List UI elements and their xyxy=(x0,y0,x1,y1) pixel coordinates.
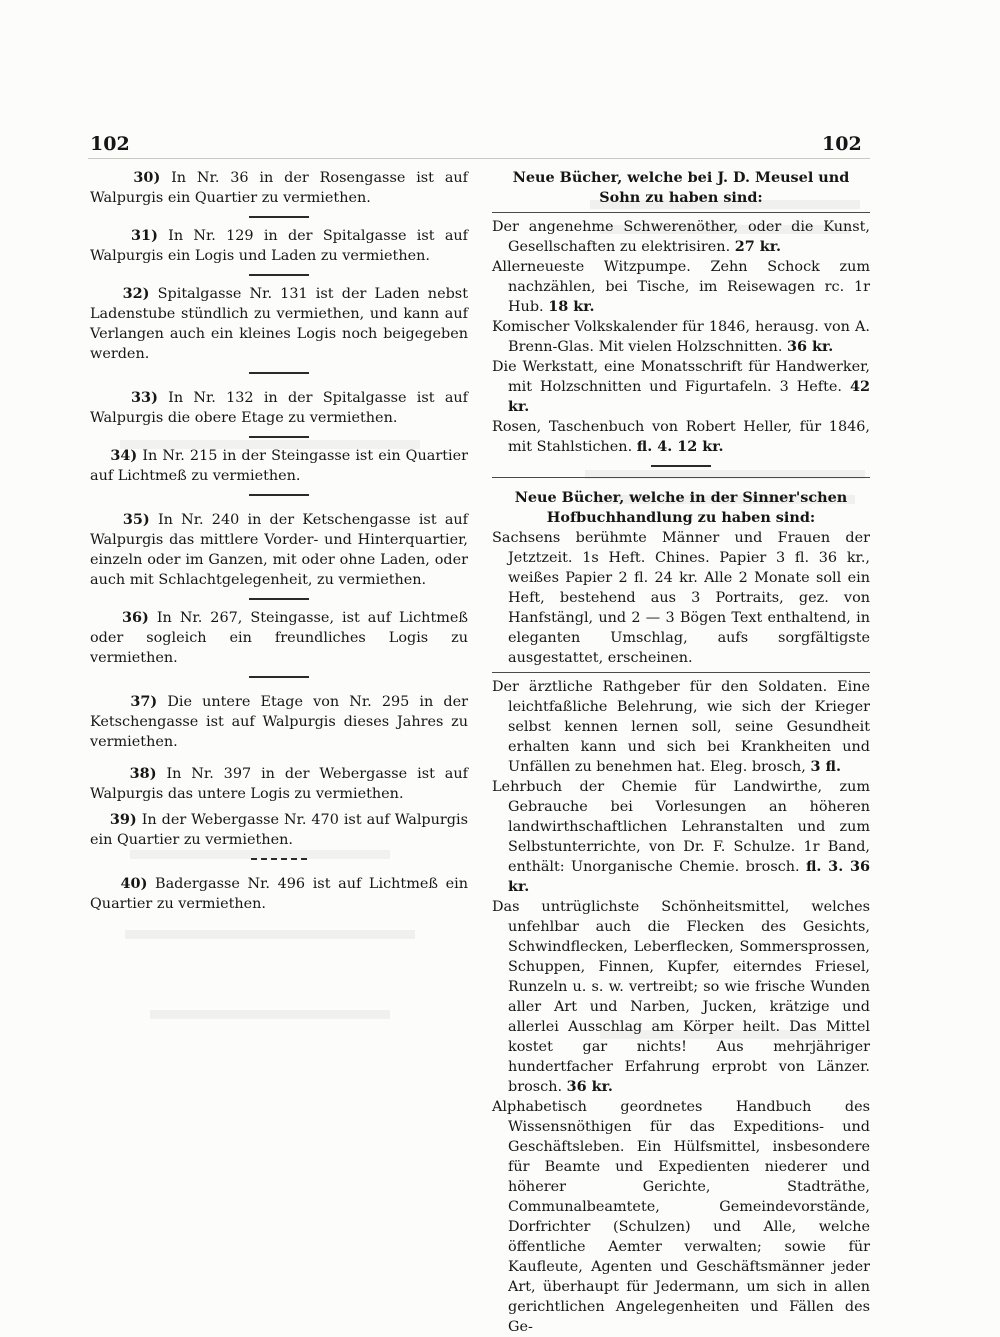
separator xyxy=(249,436,309,438)
notice-37: 37) Die untere Etage von Nr. 295 in der Ketschengasse ist auf Walpurgis dieses Jahres zu vermiethen. xyxy=(90,693,468,750)
book-entry: Alphabetisch geordnetes Handbuch des Wissensnöthigen für das Expeditions- und Geschäftsleben. Ein Hülfsmittel, insbesondere für Beamte und Expedienten niederer und höherer Gerichte, Stadträthe, Communalbeamtete, Gemeindevorstände, Dorfrichter (Schulzen) und Alle, welche öffentliche Aemter verwalten; sowie für Kaufleute, Agenten und Geschäftsmänner jeder Art, überhaupt für Jedermann, um sich in allen gerichtlichen Angelegenheiten und Fällen des Ge- xyxy=(492,1099,870,1335)
notice-39: 39) In der Webergasse Nr. 470 ist auf Walpurgis ein Quartier zu vermiethen. xyxy=(90,811,468,848)
section-heading-sinner: Neue Bücher, welche in der Sinner'schen Hofbuchhandlung zu haben sind: xyxy=(514,489,848,526)
notice-32: 32) Spitalgasse Nr. 131 ist der Laden nebst Ladenstube stündlich zu vermiethen, und kann auf Verlangen auch ein kleines Logis noch beigegeben werden. xyxy=(90,285,468,362)
book-entry: Komischer Volkskalender für 1846, herausg. von A. Brenn-Glas. Mit vielen Holzschnitten. 36 kr. xyxy=(492,319,870,355)
entry-rule xyxy=(492,672,870,673)
section-divider xyxy=(492,477,870,478)
section-heading-meusel: Neue Bücher, welche bei J. D. Meusel und Sohn zu haben sind: xyxy=(512,169,850,206)
notice-34: 34) In Nr. 215 in der Steingasse ist ein Quartier auf Lichtmeß zu vermiethen. xyxy=(90,447,468,484)
separator xyxy=(251,858,307,860)
separator xyxy=(249,676,309,678)
book-entry: Lehrbuch der Chemie für Landwirthe, zum Gebrauche bei Vorlesungen an höheren landwirthschaftlichen Lehranstalten und zum Selbstunterrichte, von Dr. F. Schulze. 1r Band, enthält: Unorganische Chemie. brosch. fl. 3. 36 kr. xyxy=(492,779,870,895)
book-entry: Sachsens berühmte Männer und Frauen der Jetztzeit. 1s Heft. Chines. Papier 3 fl. 36 kr., weißes Papier 2 fl. 24 kr. Alle 2 Monate soll ein Heft, bestehend aus 3 Portraits, gez. von Hanfstängl, und 2 — 3 Bögen Text enthaltend, in eleganten Umschlag, aufs sorgfältigste ausgestattet, erscheinen. xyxy=(492,530,870,666)
separator xyxy=(249,494,309,496)
page-number-right: 102 xyxy=(822,133,862,155)
notice-36: 36) In Nr. 267, Steingasse, ist auf Lichtmeß oder sogleich ein freundliches Logis zu vermiethen. xyxy=(90,609,469,666)
notice-31: 31) In Nr. 129 in der Spitalgasse ist auf Walpurgis ein Logis und Laden zu vermiethen. xyxy=(90,227,468,264)
separator xyxy=(249,372,309,374)
heading-rule xyxy=(492,212,870,213)
separator xyxy=(249,598,309,600)
right-column xyxy=(492,168,870,1337)
page-number-left: 102 xyxy=(90,133,130,155)
book-entry: Der ärztliche Rathgeber für den Soldaten. Eine leichtfaßliche Belehrung, wie sich der Krieger selbst kennen lernen soll, seine Gesundheit erhalten kann und sich bei Krankheiten und Unfällen zu benehmen hat. Eleg. brosch, 3 fl. xyxy=(492,679,870,775)
book-entry: Die Werkstatt, eine Monatsschrift für Handwerker, mit Holzschnitten und Figurtafeln. 3 Hefte. 42 kr. xyxy=(492,359,870,415)
book-entry: Das untrüglichste Schönheitsmittel, welches unfehlbar auch die Flecken des Gesichts, Schwindflecken, Leberflecken, Sommersprossen, Schuppen, Finnen, Kupfer, eiterndes Friesel, Runzeln u. s. w. vertreibt; so wie frische Wunden aller Art und Narben, Jucken, krätzige und allerlei Ausschlag am Körper heilt. Das Mittel kostet gar nichts! Aus mehrjähriger hundertfacher Erfahrung erprobt von Länzer. brosch. 36 kr. xyxy=(492,899,870,1095)
separator xyxy=(651,465,711,467)
notice-35: 35) In Nr. 240 in der Ketschengasse ist auf Walpurgis das mittlere Vorder- und Hinterquartier, einzeln oder im Ganzen, mit oder ohne Laden, oder auch mit Schlachtgelegenheit, zu vermiethen. xyxy=(90,511,468,588)
left-column xyxy=(90,168,468,914)
header-rule xyxy=(88,158,870,159)
notice-30: 30) In Nr. 36 in der Rosengasse ist auf Walpurgis ein Quartier zu vermiethen. xyxy=(90,169,468,206)
separator xyxy=(249,274,309,276)
book-entry: Der angenehme Schwerenöther, oder die Kunst, Gesellschaften zu elektrisiren. 27 kr. xyxy=(492,219,870,255)
notice-38: 38) In Nr. 397 in der Webergasse ist auf Walpurgis das untere Logis zu vermiethen. xyxy=(90,765,468,802)
separator xyxy=(249,216,309,218)
book-entry: Rosen, Taschenbuch von Robert Heller, für 1846, mit Stahlstichen. fl. 4. 12 kr. xyxy=(492,419,870,455)
book-entry: Allerneueste Witzpumpe. Zehn Schock zum nachzählen, bei Tische, im Reisewagen rc. 1r Hub. 18 kr. xyxy=(492,259,870,315)
notice-40: 40) Badergasse Nr. 496 ist auf Lichtmeß ein Quartier zu vermiethen. xyxy=(90,875,468,912)
notice-33: 33) In Nr. 132 in der Spitalgasse ist auf Walpurgis die obere Etage zu vermiethen. xyxy=(90,389,468,426)
